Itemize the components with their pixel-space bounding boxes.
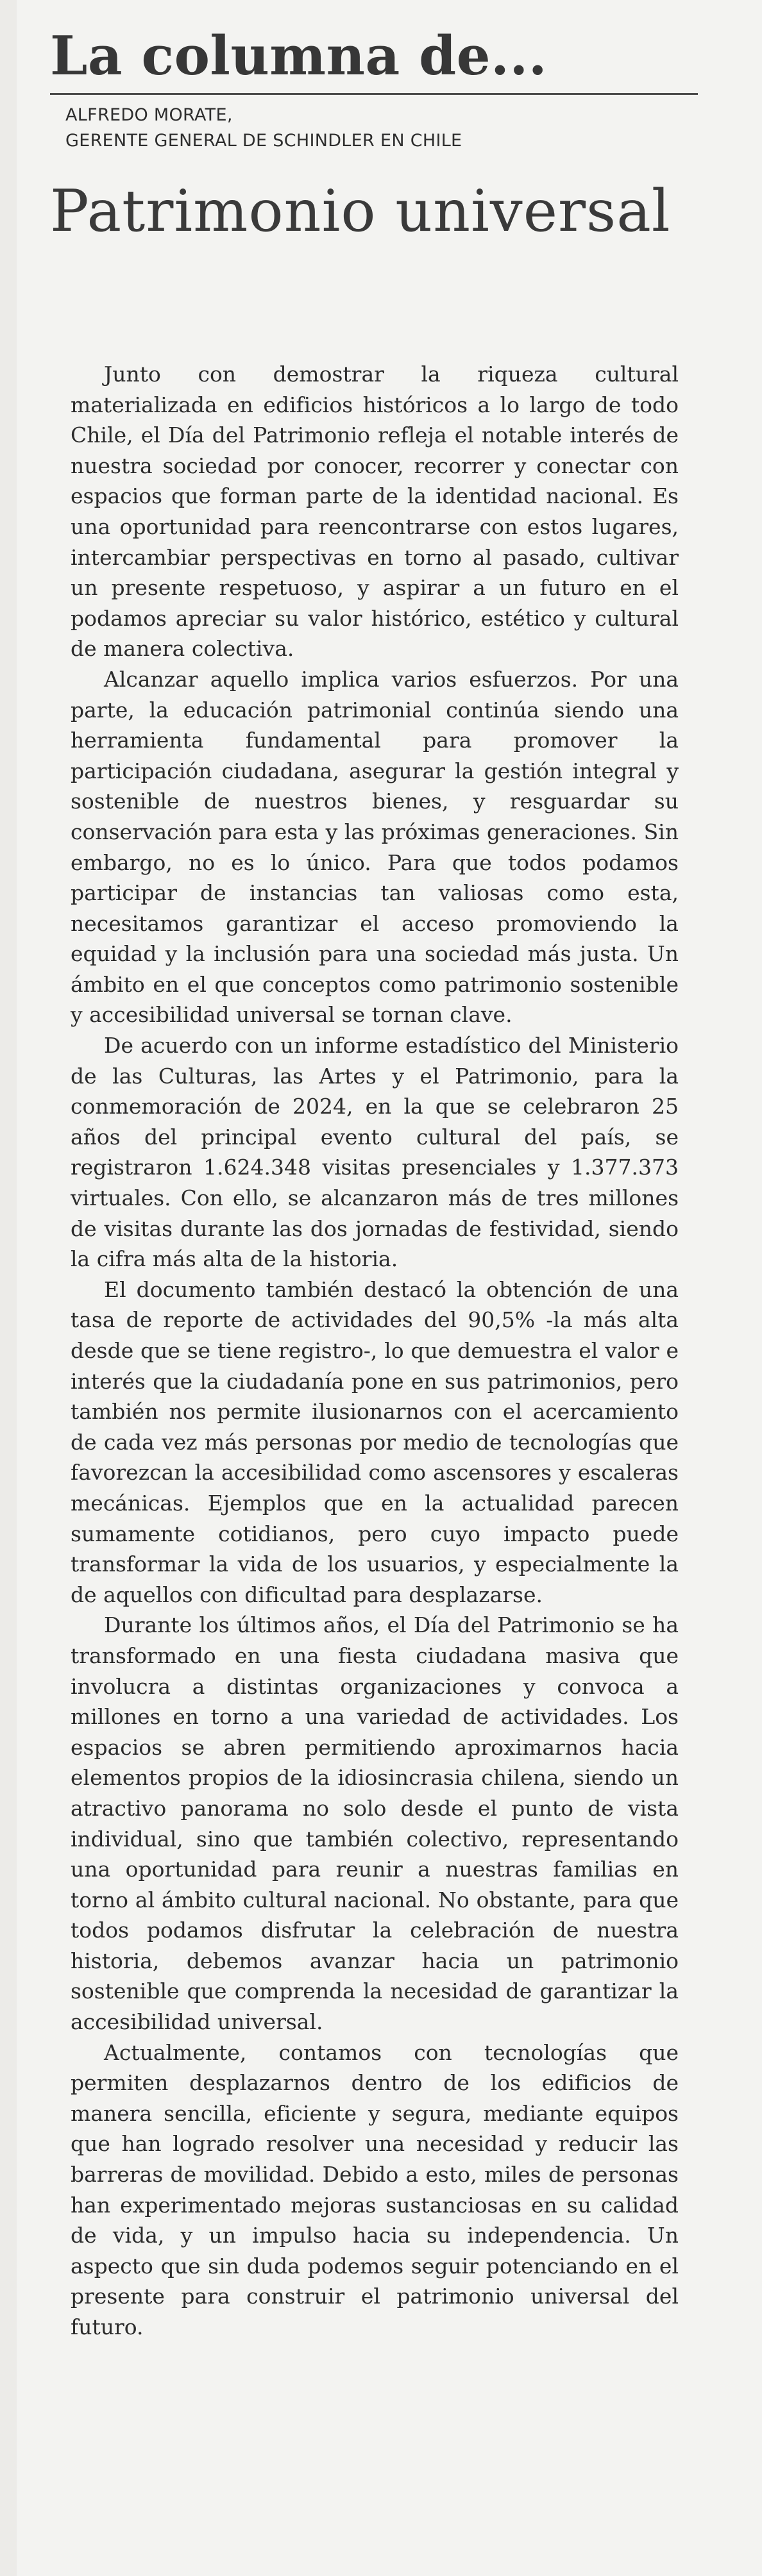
article-paragraph: Alcanzar aquello implica varios esfuerzos. Por una parte, la educación patrimonial continúa siendo una herramienta fundamental para promover la participación ciudadana, asegurar la gestión integral y sostenible de nuestros bienes, y resguardar su conservación para esta y las próximas generaciones. Sin embargo, no es lo único. Para que todos podamos participar de instancias tan valiosas como esta, necesitamos garantizar el acceso promoviendo la equidad y la inclusión para una sociedad más justa. Un ámbito en el que conceptos como patrimonio sostenible y accesibilidad universal se tornan clave.	[71, 666, 679, 1028]
author-role: GERENTE GENERAL DE SCHINDLER EN CHILE	[65, 131, 462, 151]
page-margin-strip	[0, 0, 17, 2576]
article-paragraph: Actualmente, contamos con tecnologías que permiten desplazarnos dentro de los edificios de manera sencilla, eficiente y segura, mediante equipos que han logrado resolver una necesidad y reducir las barreras de movilidad. Debido a esto, miles de personas han experimentado mejoras sustanciosas en su calidad de vida, y un impulso hacia su independencia. Un aspecto que sin duda podemos seguir potenciando en el presente para construir el patrimonio universal del futuro.	[71, 2039, 679, 2339]
article-paragraph: De acuerdo con un informe estadístico del Ministerio de las Culturas, las Artes y el Patrimonio, para la conmemoración de 2024, en la que se celebraron 25 años del principal evento cultural del país, se registraron 1.624.348 visitas presenciales y 1.377.373 virtuales. Con ello, se alcanzaron más de tres millones de visitas durante las dos jornadas de festividad, siendo la cifra más alta de la historia.	[71, 1033, 679, 1272]
author-name: ALFREDO MORATE,	[65, 105, 233, 125]
section-title: La columna de...	[50, 24, 548, 87]
article-body	[71, 359, 679, 2343]
article-paragraph: Durante los últimos años, el Día del Patrimonio se ha transformado en una fiesta ciudadana masiva que involucra a distintas organizaciones y convoca a millones en torno a una variedad de actividades. Los espacios se abren permitiendo aproximarnos hacia elementos propios de la idiosincrasia chilena, siendo un atractivo panorama no solo desde el punto de vista individual, sino que también colectivo, representando una oportunidad para reunir a nuestras familias en torno al ámbito cultural nacional. No obstante, para que todos podamos disfrutar la celebración de nuestra historia, debemos avanzar hacia un patrimonio sostenible que comprenda la necesidad de garantizar la accesibilidad universal.	[71, 1612, 679, 2035]
column-header	[50, 22, 698, 90]
byline	[65, 103, 694, 154]
article-paragraph: El documento también destacó la obtención de una tasa de reporte de actividades del 90,5% -la más alta desde que se tiene registro-, lo que demuestra el valor e interés que la ciudadanía pone en sus patrimonios, pero también nos permite ilusionarnos con el acercamiento de cada vez más personas por medio de tecnologías que favorezcan la accesibilidad como ascensores y escaleras mecánicas. Ejemplos que en la actualidad parecen sumamente cotidianos, pero cuyo impacto puede transformar la vida de los usuarios, y especialmente la de aquellos con dificultad para desplazarse.	[71, 1276, 679, 1607]
article-paragraph: Junto con demostrar la riqueza cultural materializada en edificios históricos a lo largo de todo Chile, el Día del Patrimonio refleja el notable interés de nuestra sociedad por conocer, recorrer y conectar con espacios que forman parte de la identidad nacional. Es una oportunidad para reencontrarse con estos lugares, intercambiar perspectivas en torno al pasado, cultivar un presente respetuoso, y aspirar a un futuro en el podamos apreciar su valor histórico, estético y cultural de manera colectiva.	[71, 362, 679, 662]
header-divider	[50, 93, 698, 95]
article-headline: Patrimonio universal	[50, 178, 671, 245]
